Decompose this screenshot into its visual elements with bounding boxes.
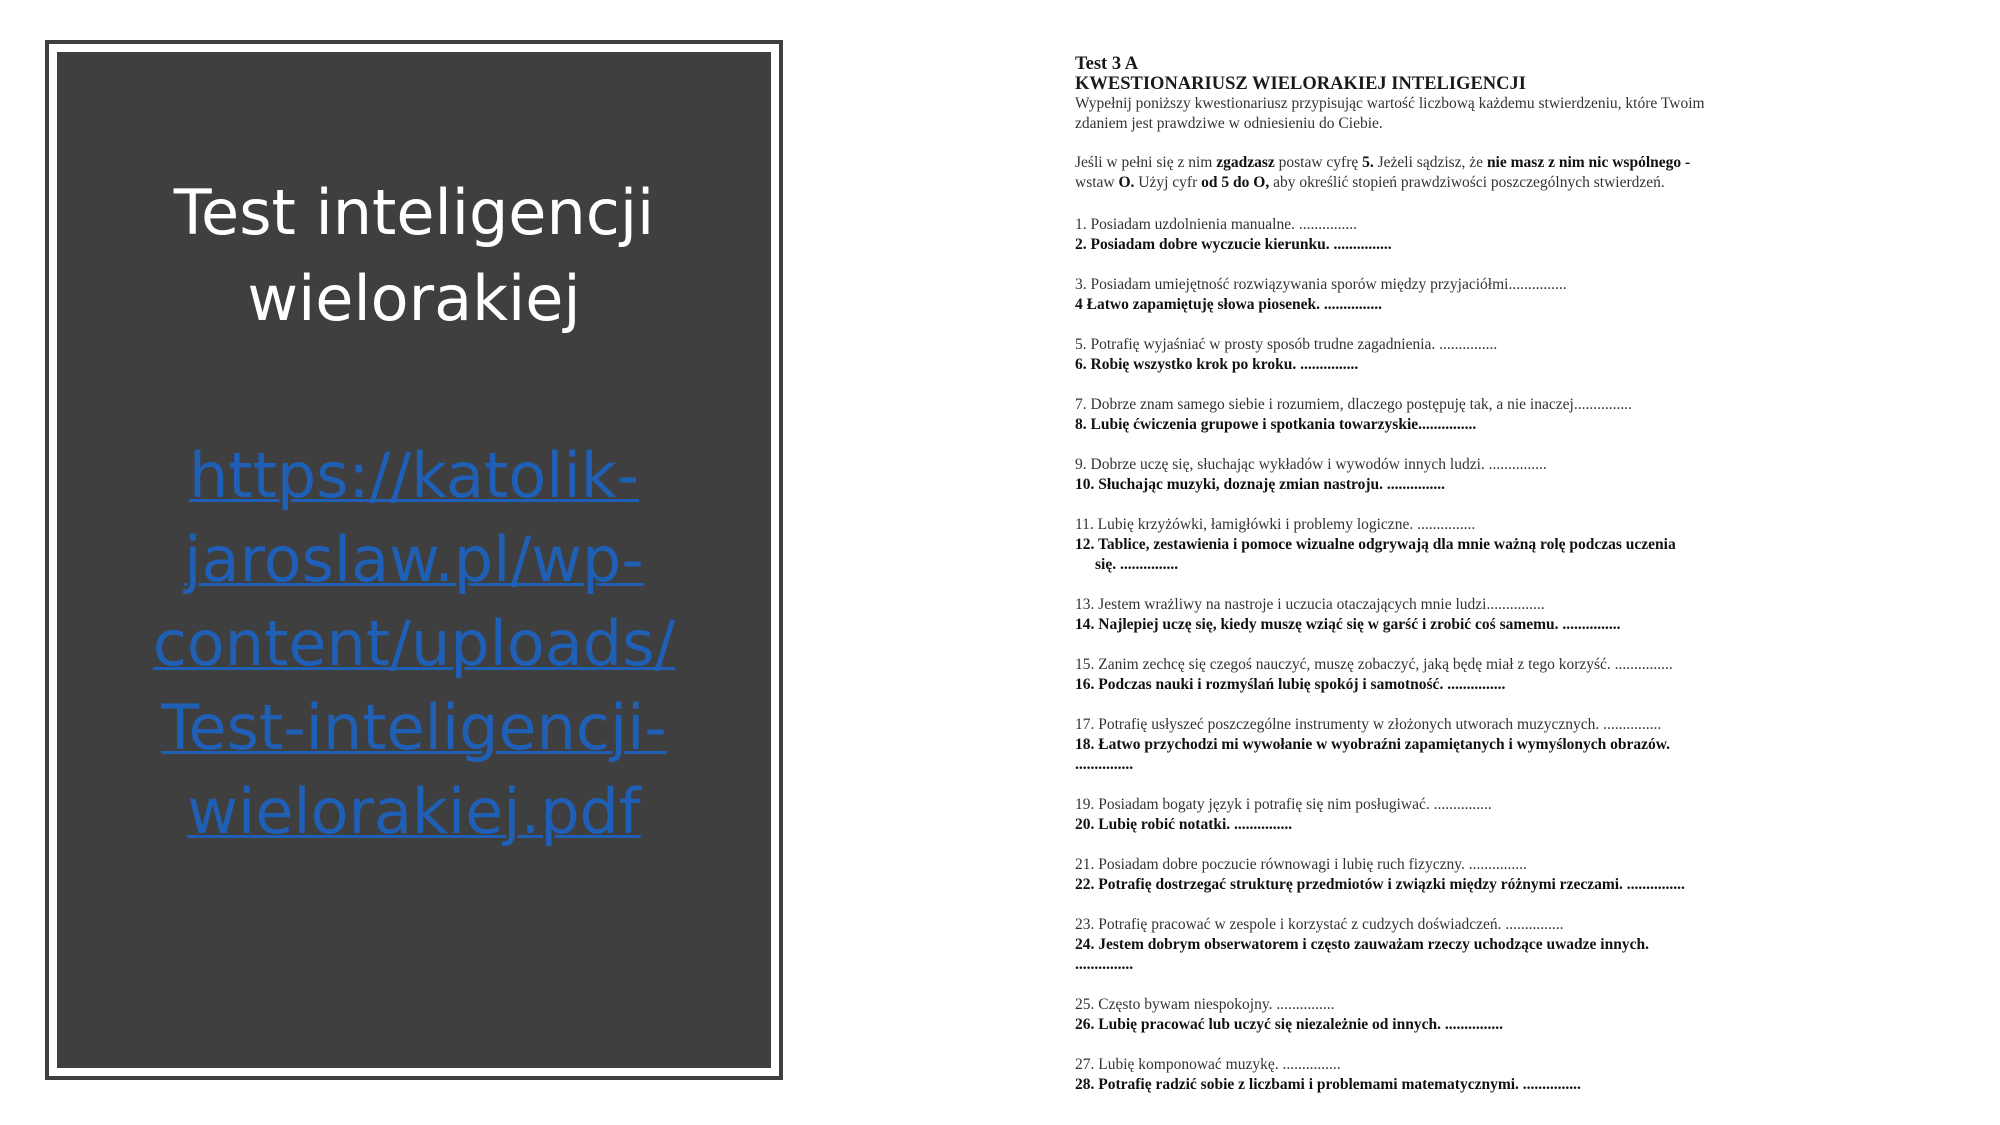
question-item: 1. Posiadam uzdolnienia manualne. ............... — [1075, 216, 1357, 233]
question-item: 6. Robię wszystko krok po kroku. ............... — [1075, 356, 1359, 373]
title-panel — [57, 52, 771, 1068]
question-item: 7. Dobrze znam samego siebie i rozumiem, dlaczego postępuję tak, a nie inaczej............... — [1075, 396, 1632, 413]
question-pair — [1075, 395, 1895, 435]
question-item: 9. Dobrze uczę się, słuchając wykładów i wywodów innych ludzi. ............... — [1075, 456, 1547, 473]
question-pair — [1075, 595, 1895, 635]
question-item: 11. Lubię krzyżówki, łamigłówki i problemy logiczne. ............... — [1075, 516, 1476, 533]
intro-line-1: Wypełnij poniższy kwestionariusz przypisując wartość liczbową każdemu stwierdzeniu, które Twoim — [1075, 95, 1705, 112]
question-item: 26. Lubię pracować lub uczyć się niezależnie od innych. ............... — [1075, 1016, 1503, 1033]
title-panel-frame — [45, 40, 783, 1080]
document-heading: Test 3 A — [1075, 54, 1139, 74]
instruction-paragraph — [1075, 153, 1895, 193]
question-item: 28. Potrafię radzić sobie z liczbami i problemami matematycznymi. ............... — [1075, 1076, 1581, 1093]
document-title: KWESTIONARIUSZ WIELORAKIEJ INTELIGENCJI — [1075, 74, 1526, 94]
question-item-continuation: ............... — [1075, 956, 1134, 973]
slide-title — [104, 170, 724, 342]
pdf-link-line-3[interactable]: content/uploads/ — [152, 607, 676, 680]
pdf-link-line-5[interactable]: wielorakiej.pdf — [187, 775, 641, 848]
question-pair — [1075, 915, 1895, 975]
question-item: 19. Posiadam bogaty język i potrafię się nim posługiwać. ............... — [1075, 796, 1492, 813]
question-item: 16. Podczas nauki i rozmyślań lubię spokój i samotność. ............... — [1075, 676, 1506, 693]
question-item: 27. Lubię komponować muzykę. ............... — [1075, 1056, 1341, 1073]
pdf-link-line-4[interactable]: Test-inteligencji- — [161, 691, 667, 764]
intro-paragraph — [1075, 94, 1895, 134]
question-item: 10. Słuchając muzyki, doznaję zmian nastroju. ............... — [1075, 476, 1446, 493]
question-item: 3. Posiadam umiejętność rozwiązywania sporów między przyjaciółmi............... — [1075, 276, 1567, 293]
question-item-continuation: się. ............... — [1095, 556, 1179, 573]
question-item: 5. Potrafię wyjaśniać w prosty sposób trudne zagadnienia. ............... — [1075, 336, 1498, 353]
pdf-link-line-2[interactable]: jaroslaw.pl/wp- — [184, 523, 644, 596]
question-item: 20. Lubię robić notatki. ............... — [1075, 816, 1293, 833]
slide-title-line-2: wielorakiej — [247, 262, 581, 335]
question-pair — [1075, 215, 1895, 255]
slide-title-line-1: Test inteligencji — [173, 176, 655, 249]
questionnaire-document — [1075, 54, 1895, 1104]
question-item-continuation: ............... — [1075, 756, 1134, 773]
question-pair — [1075, 455, 1895, 495]
question-item: 8. Lubię ćwiczenia grupowe i spotkania towarzyskie............... — [1075, 416, 1477, 433]
question-pair — [1075, 795, 1895, 835]
question-pair — [1075, 655, 1895, 695]
instruction-line-2: wstaw O. Użyj cyfr od 5 do O, aby określić stopień prawdziwości poszczególnych stwierdzeń. — [1075, 174, 1665, 191]
question-item: 13. Jestem wrażliwy na nastroje i uczucia otaczających mnie ludzi............... — [1075, 596, 1545, 613]
question-pair — [1075, 1055, 1895, 1095]
instruction-line-1: Jeśli w pełni się z nim zgadzasz postaw cyfrę 5. Jeżeli sądzisz, że nie masz z nim nic wspólnego - — [1075, 154, 1691, 171]
intro-line-2: zdaniem jest prawdziwe w odniesieniu do Ciebie. — [1075, 115, 1383, 132]
question-pair — [1075, 275, 1895, 315]
question-item: 18. Łatwo przychodzi mi wywołanie w wyobraźni zapamiętanych i wymyślonych obrazów. — [1075, 736, 1671, 753]
question-pair — [1075, 855, 1895, 895]
question-item: 22. Potrafię dostrzegać strukturę przedmiotów i związki między różnymi rzeczami. ............... — [1075, 876, 1685, 893]
question-pair — [1075, 335, 1895, 375]
question-item: 2. Posiadam dobre wyczucie kierunku. ............... — [1075, 236, 1392, 253]
pdf-link-line-1[interactable]: https://katolik- — [188, 439, 639, 512]
question-pair — [1075, 995, 1895, 1035]
question-list — [1075, 215, 1895, 1095]
question-item: 15. Zanim zechcę się czegoś nauczyć, muszę zobaczyć, jaką będę miał z tego korzyść. ............... — [1075, 656, 1673, 673]
question-item: 23. Potrafię pracować w zespole i korzystać z cudzych doświadczeń. ............... — [1075, 916, 1564, 933]
question-pair — [1075, 515, 1895, 575]
question-item: 24. Jestem dobrym obserwatorem i często zauważam rzeczy uchodzące uwadze innych. — [1075, 936, 1649, 953]
question-item: 4 Łatwo zapamiętuję słowa piosenek. ............... — [1075, 296, 1382, 313]
question-pair — [1075, 715, 1895, 775]
pdf-link[interactable] — [104, 434, 724, 854]
question-item: 17. Potrafię usłyszeć poszczególne instrumenty w złożonych utworach muzycznych. ............... — [1075, 716, 1662, 733]
question-item: 21. Posiadam dobre poczucie równowagi i lubię ruch fizyczny. ............... — [1075, 856, 1527, 873]
question-item: 12. Tablice, zestawienia i pomoce wizualne odgrywają dla mnie ważną rolę podczas uczenia — [1075, 536, 1676, 553]
question-item: 14. Najlepiej uczę się, kiedy muszę wziąć się w garść i zrobić coś samemu. ............... — [1075, 616, 1621, 633]
question-item: 25. Często bywam niespokojny. ............... — [1075, 996, 1335, 1013]
